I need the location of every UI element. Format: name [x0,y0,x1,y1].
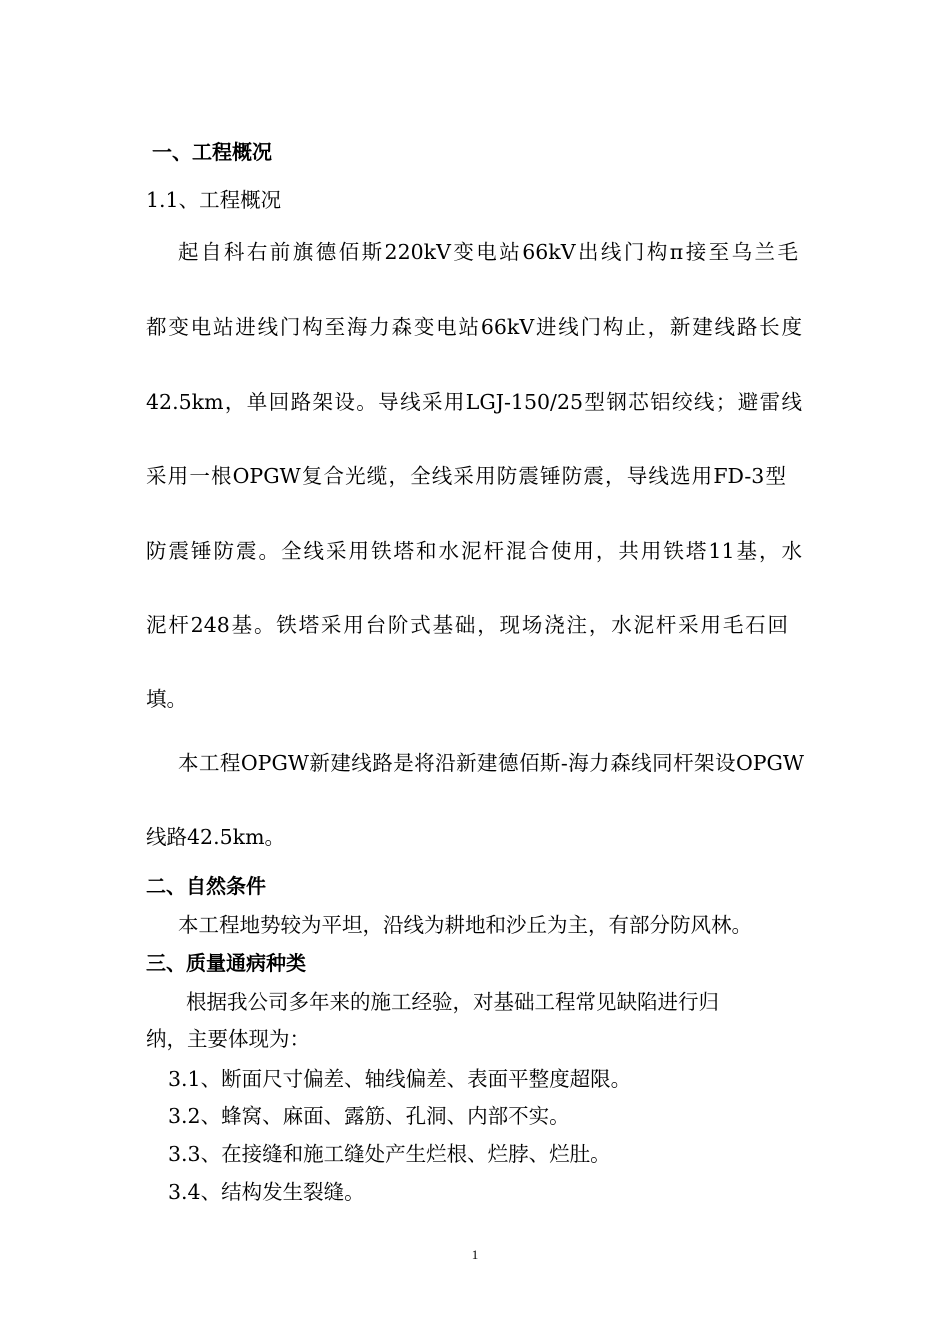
section-3-intro-line-1: 根据我公司多年来的施工经验，对基础工程常见缺陷进行归 [186,990,719,1014]
paragraph-2-line-1: 本工程OPGW新建线路是将沿新建德佰斯-海力森线同杆架设OPGW [178,751,804,775]
section-3-heading: 三、质量通病种类 [146,951,306,975]
paragraph-1-line-7: 填。 [146,687,187,711]
defect-item-1: 3.1、断面尺寸偏差、轴线偏差、表面平整度超限。 [168,1067,632,1091]
paragraph-1-line-1: 起自科右前旗德佰斯220kV变电站66kV出线门构π接至乌兰毛 [178,240,798,264]
defect-item-3: 3.3、在接缝和施工缝处产生烂根、烂脖、烂肚。 [168,1142,611,1166]
sub-heading-1-1: 1.1、工程概况 [146,188,282,212]
page-number: 1 [471,1247,479,1262]
paragraph-1-line-4: 采用一根OPGW复合光缆，全线采用防震锤防震，导线选用FD-3型 [146,464,786,488]
section-2-text: 本工程地势较为平坦，沿线为耕地和沙丘为主，有部分防风林。 [178,913,752,937]
paragraph-1-line-3: 42.5km，单回路架设。导线采用LGJ-150/25型钢芯铝绞线；避雷线 [146,390,802,414]
paragraph-1-line-5: 防震锤防震。全线采用铁塔和水泥杆混合使用，共用铁塔11基，水 [146,539,802,563]
section-2-heading: 二、自然条件 [146,874,266,898]
defect-item-4: 3.4、结构发生裂缝。 [168,1180,365,1204]
paragraph-1-line-2: 都变电站进线门构至海力森变电站66kV进线门构止，新建线路长度 [146,315,802,339]
paragraph-1-line-6: 泥杆248基。铁塔采用台阶式基础，现场浇注，水泥杆采用毛石回 [146,613,788,637]
section-3-intro-line-2: 纳，主要体现为： [146,1027,310,1051]
paragraph-2-line-2: 线路42.5km。 [146,825,286,849]
defect-item-2: 3.2、蜂窝、麻面、露筋、孔洞、内部不实。 [168,1104,570,1128]
section-1-heading: 一、工程概况 [152,140,272,164]
